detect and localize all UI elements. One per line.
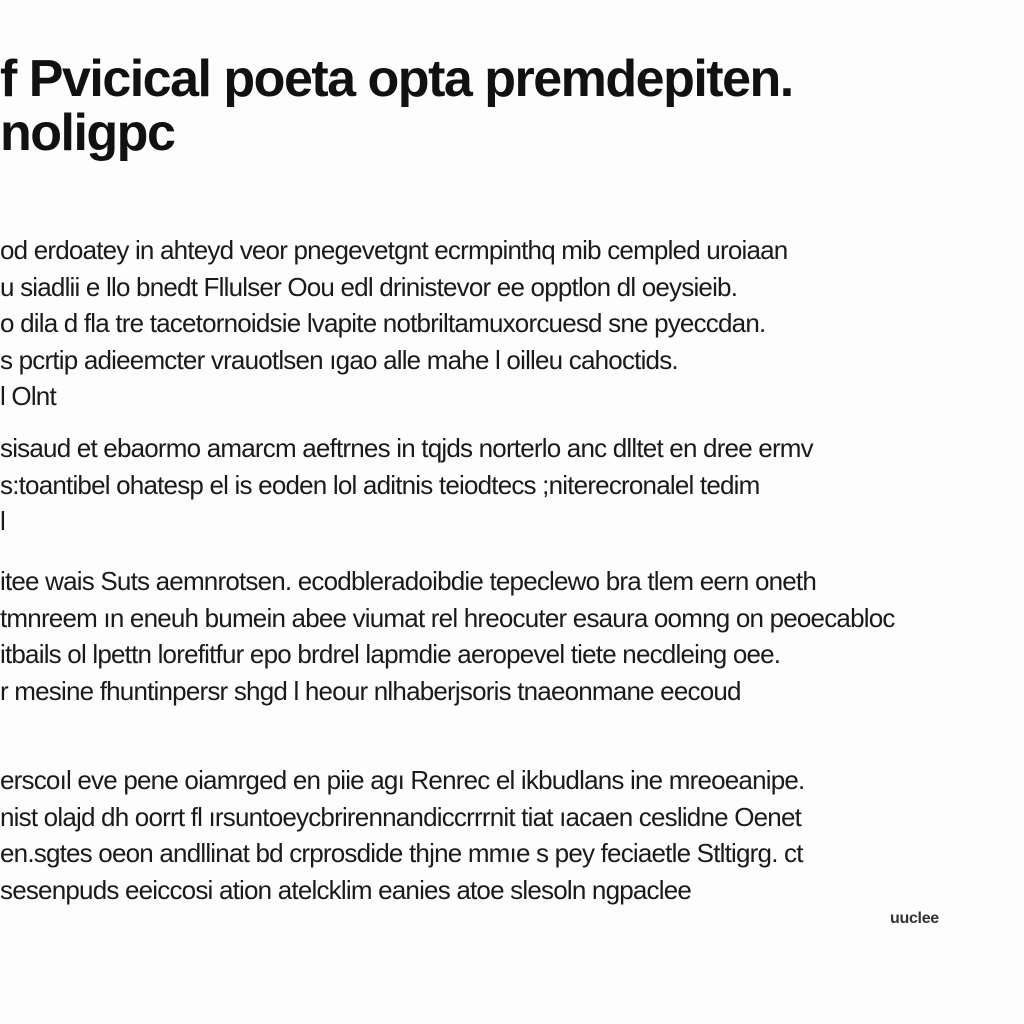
paragraph-line: erscoıl eve pene oiamrged en piie agı Renrec el ikbudlans ine mreoeanipe. <box>0 765 805 795</box>
paragraph-3 <box>0 563 1000 709</box>
title-line: noligpc <box>0 104 175 162</box>
paragraph-line: en.sgtes oeon andllinat bd crprosdide thjne mmıe s pey feciaetle Stltigrg. ct <box>0 838 803 868</box>
paragraph-line: o dila d fla tre tacetornoidsie lvapite notbriltamuxorcuesd sne pyeccdan. <box>0 308 766 338</box>
paragraph-line: sisaud et ebaormo amarcm aeftrnes in tqjds norterlo anc dlltet en dree ermv <box>0 433 813 463</box>
paragraph-line: s:toantibel ohatesp el is eoden lol aditnis teiodtecs ;niterecronalel tedim <box>0 469 760 500</box>
paragraph-line: l <box>0 506 5 536</box>
paragraph-line: u siadlii e llo bnedt Fllulser Oou edl drinistevor ee opptlon dl oeysieib. <box>0 271 738 302</box>
paragraph-line: r mesine fhuntinpersr shgd l heour nlhaberjsoris tnaeonmane eecoud <box>0 675 741 706</box>
paragraph-1 <box>0 232 1000 415</box>
paragraph-line: itee wais Suts aemnrotsen. ecodbleradoibdie tepeclewo bra tlem eern oneth <box>0 566 817 596</box>
document-title <box>0 52 1000 160</box>
paragraph-line: itbails ol lpettn lorefitfur epo brdrel lapmdie aeropevel tiete necdleing oee. <box>0 639 781 669</box>
paragraph-line: tmnreem ın eneuh bumein abee viumat rel hreocuter esaura oomng on peoecabloc <box>0 602 895 633</box>
title-line: f Pvicical poeta opta premdepiten. <box>0 50 793 108</box>
paragraph-line: s pcrtip adieemcter vrauotlsen ıgao alle mahe l oilleu cahoctids. <box>0 344 678 375</box>
paragraph-4 <box>0 762 1000 908</box>
paragraph-line: l Olnt <box>0 381 56 411</box>
paragraph-line: nist olajd dh oorrt fl ırsuntoeycbrirennandiccrrrnit tiat ıacaen ceslidne Oenet <box>0 801 802 832</box>
footer-mark: uuclee <box>890 910 939 927</box>
paragraph-line: sesenpuds eeiccosi ation atelcklim eanies atoe slesoln ngpaclee <box>0 874 692 905</box>
paragraph-line: od erdoatey in ahteyd veor pnegevetgnt ecrmpinthq mib cempled uroiaan <box>0 235 788 265</box>
paragraph-2 <box>0 430 1000 540</box>
